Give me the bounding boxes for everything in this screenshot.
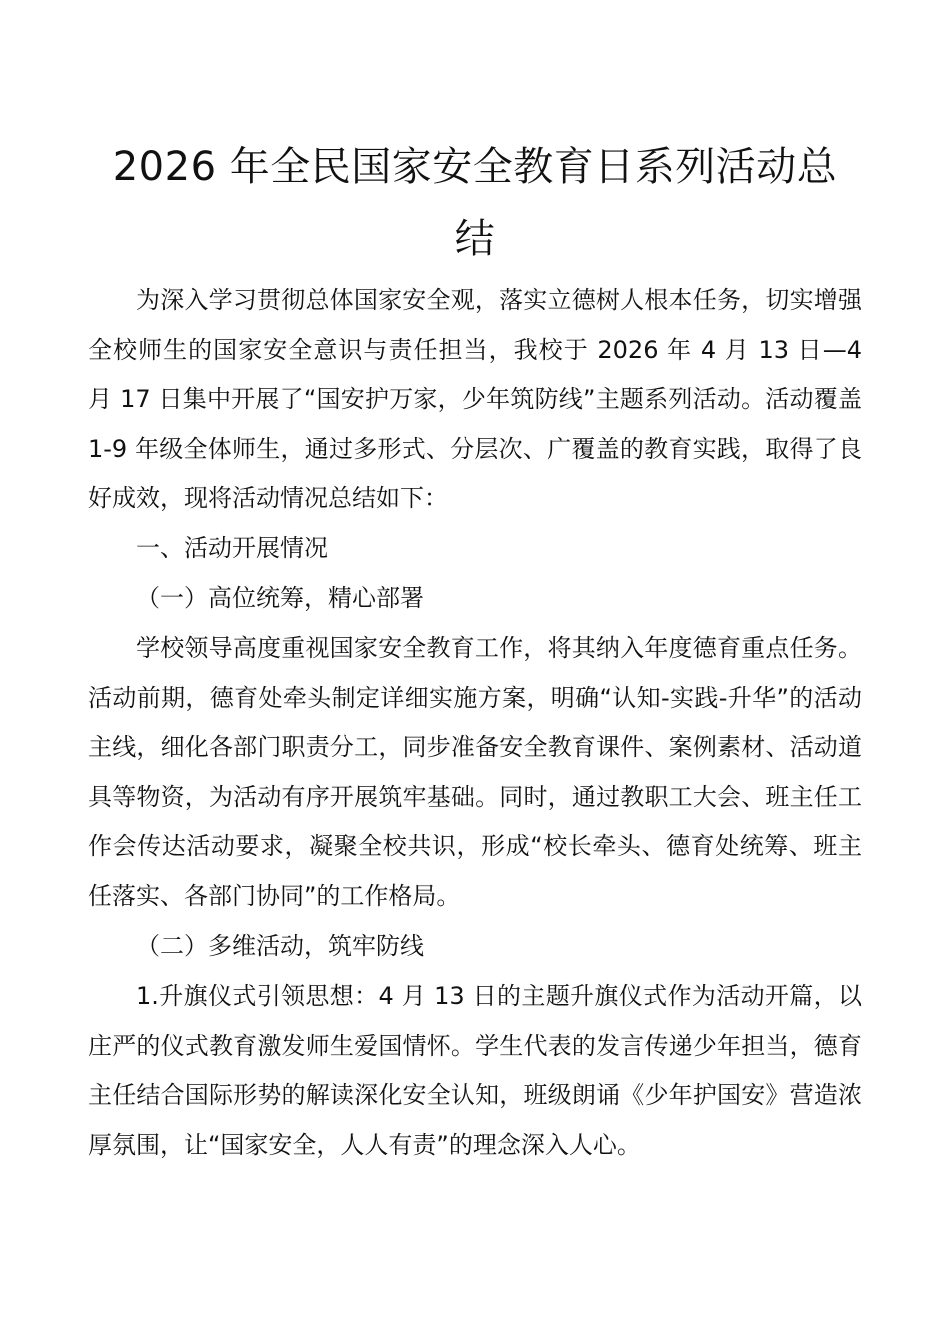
document-title-line-1: 2026 年全民国家安全教育日系列活动总 [112, 144, 838, 190]
subsection-heading-activities: （二）多维活动，筑牢防线 [136, 932, 424, 960]
subsection-heading-planning: （一）高位统筹，精心部署 [136, 584, 424, 612]
document-title-line-2: 结 [454, 216, 496, 262]
flag-ceremony-paragraph: 1.升旗仪式引领思想：4 月 13 日的主题升旗仪式作为活动开篇，以庄严的仪式教育激发师生爱国情怀。学生代表的发言传递少年担当，德育主任结合国际形势的解读深化安全认知，班级朗诵《少年护国安》营造浓厚氛围，让“国家安全，人人有责”的理念深入人心。 [88, 982, 862, 1159]
intro-paragraph: 为深入学习贯彻总体国家安全观，落实立德树人根本任务，切实增强全校师生的国家安全意识与责任担当，我校于 2026 年 4 月 13 日—4 月 17 日集中开展了“国安护万家，少年筑防线”主题系列活动。活动覆盖 1-9 年级全体师生，通过多形式、分层次、广覆盖的教育实践，取得了良好成效，现将活动情况总结如下： [88, 286, 862, 513]
section-heading-activities: 一、活动开展情况 [136, 534, 328, 562]
planning-paragraph: 学校领导高度重视国家安全教育工作，将其纳入年度德育重点任务。活动前期，德育处牵头制定详细实施方案，明确“认知-实践-升华”的活动主线，细化各部门职责分工，同步准备安全教育课件、案例素材、活动道具等物资，为活动有序开展筑牢基础。同时，通过教职工大会、班主任工作会传达活动要求，凝聚全校共识，形成“校长牵头、德育处统筹、班主任落实、各部门协同”的工作格局。 [88, 634, 862, 910]
